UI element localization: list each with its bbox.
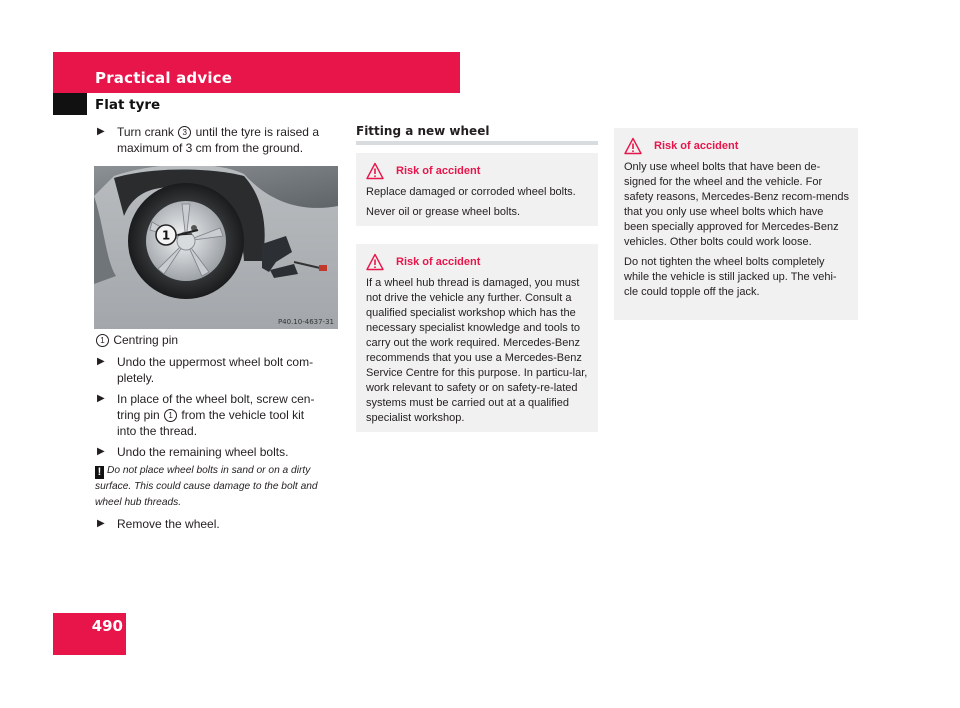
subsection-title: Fitting a new wheel <box>356 124 490 138</box>
step-text: pletely. <box>117 371 155 385</box>
step-arrow-icon: ▶ <box>97 126 105 137</box>
step-arrow-icon: ▶ <box>97 518 105 529</box>
warning-box-bolts <box>356 153 598 226</box>
warning-triangle-icon <box>624 137 642 155</box>
legend <box>95 332 345 348</box>
callout-number: 3 <box>178 126 191 139</box>
subsection-rule <box>356 141 598 145</box>
callout-number: 1 <box>164 409 177 422</box>
step-remove-wheel <box>95 516 345 532</box>
warning-box-hub-thread <box>356 244 598 432</box>
note-text: Do not place wheel bolts in sand or on a dirty surface. This could cause damage to the bolt and wheel hub threads. <box>95 465 318 508</box>
warning-title: Risk of accident <box>396 255 481 268</box>
step-undo-remaining <box>95 444 345 460</box>
caution-note <box>95 463 343 510</box>
step-text: until the tyre is raised a <box>195 125 319 139</box>
step-text: maximum of 3 cm from the ground. <box>117 141 304 155</box>
step-text: Undo the remaining wheel bolts. <box>117 445 289 459</box>
section-marker <box>53 93 87 115</box>
warning-title: Risk of accident <box>396 164 481 177</box>
exclamation-icon: ! <box>95 466 104 479</box>
legend-text: Centring pin <box>113 333 179 347</box>
page-number: 490 <box>91 617 123 635</box>
step-text: In place of the wheel bolt, screw cen- <box>117 392 315 406</box>
figure-code: P40.10-4637-31 <box>277 318 334 326</box>
warning-triangle-icon <box>366 162 384 180</box>
step-turn-crank <box>95 124 345 156</box>
step-text: from the vehicle tool kit <box>181 408 305 422</box>
step-arrow-icon: ▶ <box>97 446 105 457</box>
section-title: Flat tyre <box>95 97 161 113</box>
step-arrow-icon: ▶ <box>97 393 105 404</box>
step-text: tring pin <box>117 408 160 422</box>
callout-label: 1 <box>161 228 171 243</box>
step-text: into the thread. <box>117 424 198 438</box>
step-arrow-icon: ▶ <box>97 356 105 367</box>
step-text: Turn crank <box>117 125 174 139</box>
warning-box-approved-bolts <box>614 128 858 320</box>
chapter-title: Practical advice <box>95 69 233 87</box>
warning-title: Risk of accident <box>654 139 739 152</box>
warning-text: Replace damaged or corroded wheel bolts. <box>366 186 576 198</box>
legend-number: 1 <box>96 334 109 347</box>
step-text: Undo the uppermost wheel bolt com- <box>117 355 314 369</box>
step-undo-uppermost <box>95 354 345 386</box>
wheel-illustration <box>94 166 338 329</box>
warning-text: Only use wheel bolts that have been de-signed for the wheel and the vehicle. For safety reasons, Mercedes-Benz recom-mends that you only use wheel bolts which have been specially approved for Mercedes-Benz vehicles. Other bolts could work loose. <box>624 161 849 248</box>
warning-text: If a wheel hub thread is damaged, you must not drive the vehicle any further. Consult a qualified specialist workshop which has the necessary specialist knowledge and tools to carry out the work required. Mercedes-Benz recommends that you use a Mercedes-Benz Service Centre for this purpose. In particu-lar, work relevant to safety or on safety-re-lated systems must be carried out at a qualified specialist workshop. <box>366 277 588 424</box>
step-screw-pin <box>95 391 345 439</box>
warning-triangle-icon <box>366 253 384 271</box>
warning-text: Do not tighten the wheel bolts completely while the vehicle is still jacked up. The vehi-cle could topple off the jack. <box>624 256 837 298</box>
wheel-photo <box>94 166 338 329</box>
warning-text: Never oil or grease wheel bolts. <box>366 206 521 218</box>
step-text: Remove the wheel. <box>117 517 220 531</box>
